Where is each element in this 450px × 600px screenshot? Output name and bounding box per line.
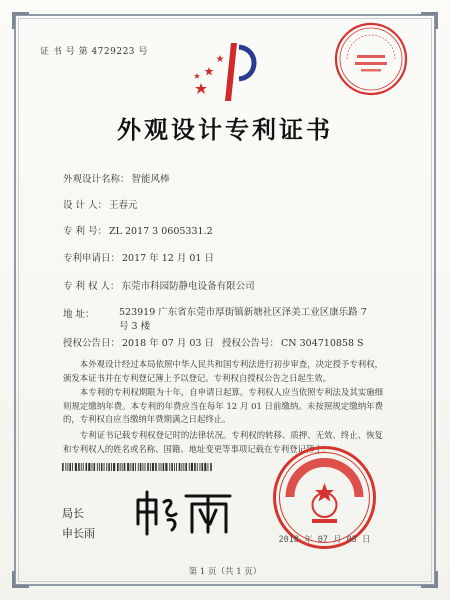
designer-label: 设 计 人： — [63, 200, 108, 211]
grant-date-value: 2018 年 07 月 03 日 — [122, 338, 214, 349]
certificate-paragraph: 本外观设计经过本局依照中华人民共和国专利法进行初步审查，决定授予专利权，颁发本证书并在专利登记簿上予以登记。专利权自授权公告之日起生效。 — [63, 359, 383, 383]
grant-date-label: 授权公告日： — [63, 338, 121, 349]
filing-date-row — [63, 250, 214, 264]
address-label: 地 址： — [63, 309, 95, 320]
patent-office-emblem-icon — [187, 37, 265, 107]
design-name-label: 外观设计名称： — [63, 174, 130, 185]
designer-row — [63, 197, 138, 211]
grant-number-row — [222, 335, 364, 349]
designer-value: 王春元 — [109, 200, 138, 211]
patent-seal-icon — [333, 21, 409, 97]
patent-number-row — [63, 223, 213, 237]
design-name-value: 智能风棒 — [131, 174, 170, 185]
grant-number-value: CN 304710858 S — [281, 338, 364, 349]
page-number: 第 1 页（共 1 页） — [188, 567, 262, 577]
grant-date-row — [63, 335, 214, 349]
seal-date: 2018 年 07 月 03 日 — [278, 535, 371, 545]
certificate-paragraph: 专利证书记载专利权登记时的法律状况。专利权的转移、质押、无效、终止、恢复和专利权人的姓名或名称、国籍、地址变更等事项记载在专利登记簿上。 — [63, 430, 383, 454]
design-name-row — [63, 171, 170, 185]
director-name: 申长雨 — [62, 527, 95, 540]
patentee-value: 东莞市科园防静电设备有限公司 — [121, 281, 255, 292]
barcode-icon — [62, 463, 212, 471]
patentee-label: 专 利 权 人： — [63, 281, 120, 292]
address-value: 523919 广东省东莞市厚街镇新塘社区泽美工业区康乐路 7 号 3 楼 — [119, 307, 367, 332]
filing-date-value: 2017 年 12 月 01 日 — [122, 253, 214, 264]
director-title: 局长 — [62, 507, 84, 520]
grant-number-label: 授权公告号： — [222, 338, 280, 349]
corner-ornament — [12, 12, 29, 29]
address-row — [63, 306, 95, 320]
patent-number-label: 专 利 号： — [63, 226, 108, 237]
corner-ornament — [421, 12, 438, 29]
patentee-row — [63, 278, 255, 292]
director-signature-icon — [130, 488, 240, 540]
certificate-title: 外观设计专利证书 — [117, 116, 333, 144]
certificate-number: 证 书 号 第 4729223 号 — [40, 47, 148, 57]
filing-date-label: 专利申请日： — [63, 253, 121, 264]
patent-number-value: ZL 2017 3 0605331.2 — [109, 226, 213, 237]
certificate-paragraph: 本专利的专利权期限为十年，自申请日起算。专利权人应当依照专利法及其实施细则规定缴纳年费。本专利的年费应当在每年 12 月 01 日前缴纳。未按照规定缴纳年费的，专利权自应当缴纳年费期满之日起终止。 — [63, 387, 383, 424]
